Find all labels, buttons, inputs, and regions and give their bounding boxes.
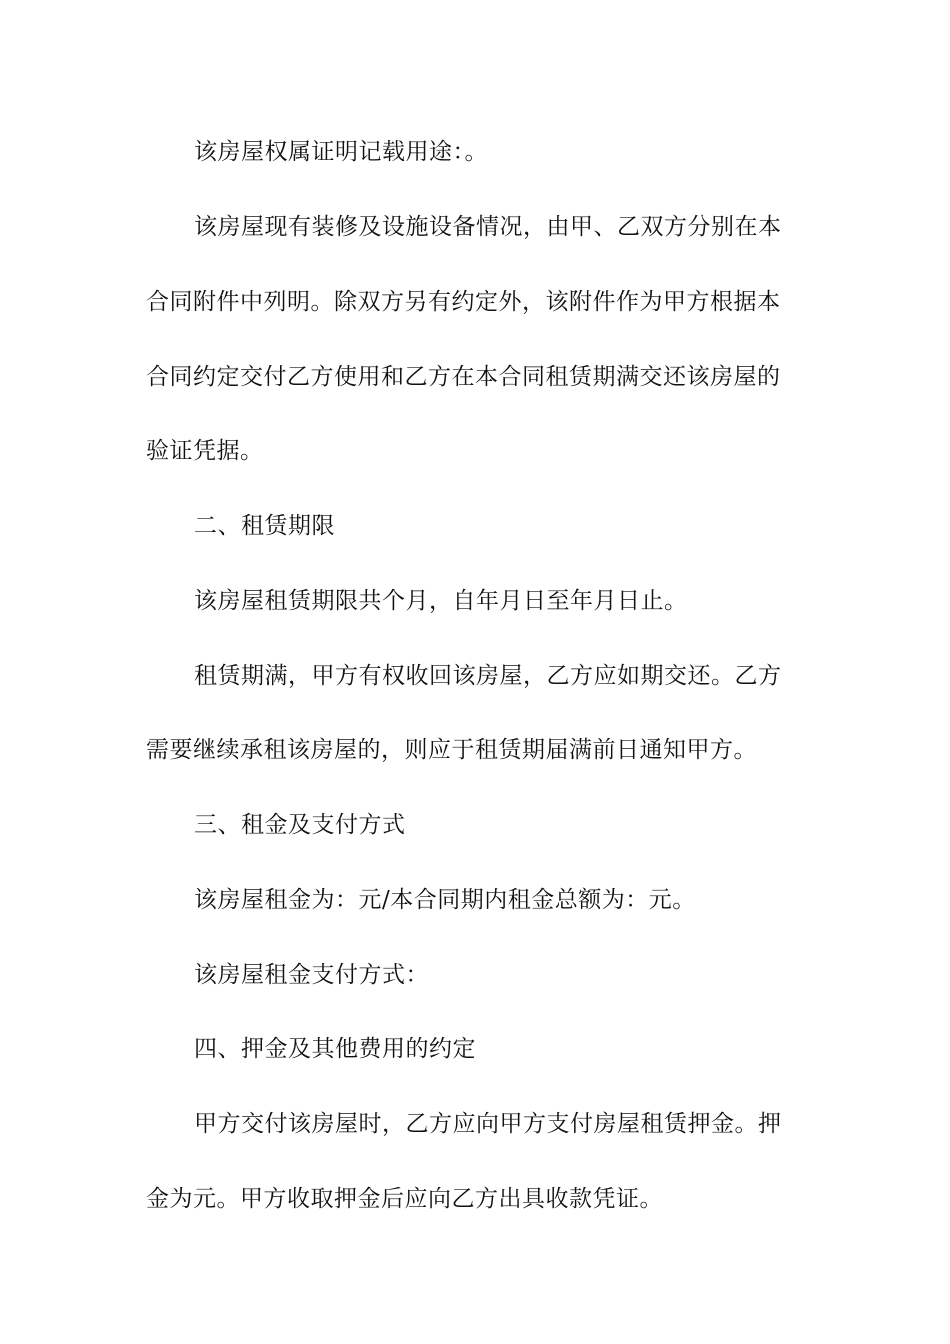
paragraph-decoration-line-3: 合同约定交付乙方使用和乙方在本合同租赁期满交还该房屋的 <box>146 364 781 390</box>
paragraph-decoration-line-1: 该房屋现有装修及设施设备情况，由甲、乙双方分别在本 <box>194 214 782 240</box>
section-heading-rent: 三、租金及支付方式 <box>194 812 406 838</box>
paragraph-decoration-line-4: 验证凭据。 <box>146 438 264 464</box>
paragraph-decoration-line-2: 合同附件中列明。除双方另有约定外，该附件作为甲方根据本 <box>146 289 781 315</box>
paragraph-deposit-line-2: 金为元。甲方收取押金后应向乙方出具收款凭证。 <box>146 1186 663 1212</box>
paragraph-rent-amount: 该房屋租金为：元/本合同期内租金总额为：元。 <box>194 887 696 913</box>
paragraph-lease-expiry-line-2: 需要继续承租该房屋的，则应于租赁期届满前日通知甲方。 <box>146 737 757 763</box>
paragraph-rent-payment: 该房屋租金支付方式： <box>194 962 429 988</box>
paragraph-usage: 该房屋权属证明记载用途：。 <box>194 139 488 165</box>
section-heading-lease-term: 二、租赁期限 <box>194 513 335 539</box>
paragraph-lease-term: 该房屋租赁期限共个月，自年月日至年月日止。 <box>194 588 688 614</box>
paragraph-lease-expiry-line-1: 租赁期满，甲方有权收回该房屋，乙方应如期交还。乙方 <box>194 663 782 689</box>
section-heading-deposit: 四、押金及其他费用的约定 <box>194 1036 476 1062</box>
paragraph-deposit-line-1: 甲方交付该房屋时，乙方应向甲方支付房屋租赁押金。押 <box>194 1111 782 1137</box>
